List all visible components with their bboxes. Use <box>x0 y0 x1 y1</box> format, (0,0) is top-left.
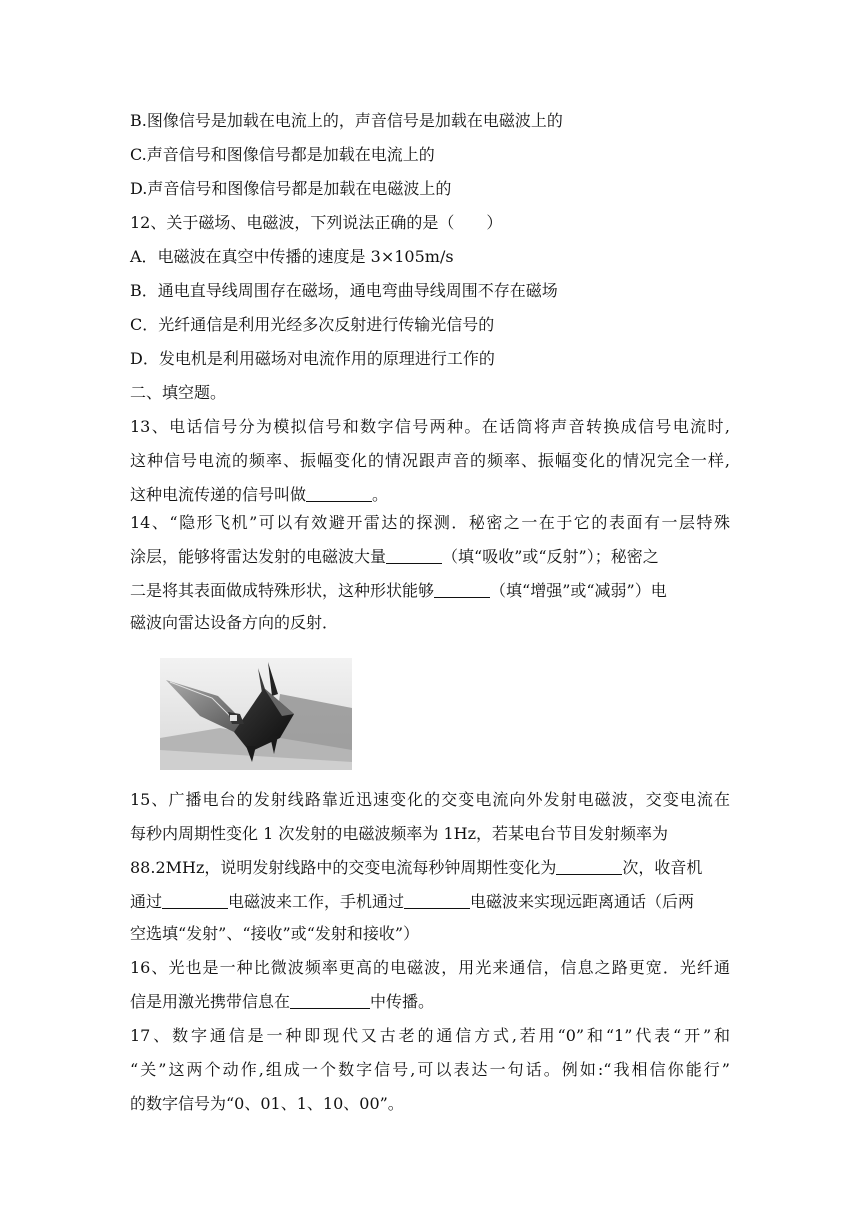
question-15-line-2: 每秒内周期性变化 1 次发射的电磁波频率为 1Hz，若某电台节目发射频率为 <box>130 824 669 843</box>
question-15-line-3 <box>130 858 730 878</box>
question-15-text-after-blank-3: 电磁波来实现远距离通话（后两 <box>470 892 695 911</box>
question-15-text-between-blanks: 电磁波来工作，手机通过 <box>228 892 405 911</box>
answer-blank[interactable] <box>556 860 622 875</box>
question-16-line-1: 16、光也是一种比微波频率更高的电磁波，用光来通信，信息之路更宽．光纤通 <box>130 958 730 977</box>
question-12-stem: 12、关于磁场、电磁波，下列说法正确的是（ ） <box>130 213 503 232</box>
question-16-text-after-blank: 中传播。 <box>370 992 435 1011</box>
option-d-q12: D．发电机是利用磁场对电流作用的原理进行工作的 <box>130 349 495 368</box>
answer-blank[interactable] <box>290 994 370 1009</box>
question-13-line-2: 这种信号电流的频率、振幅变化的情况跟声音的频率、振幅变化的情况完全一样, <box>130 451 730 470</box>
question-13-line-1: 13、电话信号分为模拟信号和数字信号两种。在话筒将声音转换成信号电流时, <box>130 417 730 436</box>
question-14-text-before-blank-1: 涂层，能够将雷达发射的电磁波大量 <box>130 547 387 566</box>
question-14-line-2 <box>130 547 730 567</box>
question-16-line-2 <box>130 992 730 1012</box>
question-15-text-before-blank-1: 88.2MHz，说明发射线路中的交变电流每秒钟周期性变化为 <box>130 858 557 877</box>
option-d-q11: D.声音信号和图像信号都是加载在电磁波上的 <box>130 179 452 198</box>
question-17-line-3: 的数字信号为“0、01、1、10、00”。 <box>130 1094 404 1113</box>
section-heading: 二、填空题。 <box>130 383 227 402</box>
question-14-text-after-blank-1: （填“吸收”或“反射”）；秘密之 <box>442 547 659 566</box>
question-15-line-4 <box>130 892 730 912</box>
question-15-text-before-blank-2: 通过 <box>130 892 163 911</box>
question-14-text-before-blank-2: 二是将其表面做成特殊形状，这种形状能够 <box>130 581 435 600</box>
question-13-line-3 <box>130 485 730 505</box>
option-c-q12: C．光纤通信是利用光经多次反射进行传输光信号的 <box>130 315 495 334</box>
question-15-line-5: 空选填“发射”、“接收”或“发射和接收”） <box>130 924 420 943</box>
option-b-q12: B．通电直导线周围存在磁场，通电弯曲导线周围不存在磁场 <box>130 281 558 300</box>
question-14-text-after-blank-2: （填“增强”或“减弱”）电 <box>490 581 667 600</box>
answer-blank[interactable] <box>386 549 442 564</box>
question-14-line-3 <box>130 581 730 601</box>
question-16-text-before-blank: 信是用激光携带信息在 <box>130 992 291 1011</box>
answer-blank[interactable] <box>434 583 490 598</box>
question-17-line-1: 17、数字通信是一种即现代又古老的通信方式,若用“0”和“1”代表“开”和 <box>130 1026 730 1045</box>
option-b-q11: B.图像信号是加载在电流上的，声音信号是加载在电磁波上的 <box>130 111 563 130</box>
answer-blank[interactable] <box>162 894 228 909</box>
stealth-aircraft-image <box>160 658 352 770</box>
question-13-text-before-blank: 这种电流传递的信号叫做 <box>130 485 307 504</box>
option-a-q12: A．电磁波在真空中传播的速度是 3×105m/s <box>130 247 454 266</box>
question-14-line-4: 磁波向雷达设备方向的反射． <box>130 613 339 632</box>
question-15-line-1: 15、广播电台的发射线路靠近迅速变化的交变电流向外发射电磁波，交变电流在 <box>130 790 730 809</box>
answer-blank[interactable] <box>404 894 470 909</box>
question-14-line-1: 14、“隐形飞机”可以有效避开雷达的探测．秘密之一在于它的表面有一层特殊 <box>130 513 730 532</box>
question-13-text-after-blank: 。 <box>372 485 389 504</box>
answer-blank[interactable] <box>306 487 372 502</box>
option-c-q11: C.声音信号和图像信号都是加载在电流上的 <box>130 145 435 164</box>
question-15-text-after-blank-1: 次，收音机 <box>622 858 703 877</box>
question-17-line-2: “关”这两个动作,组成一个数字信号,可以表达一句话。例如:“我相信你能行” <box>130 1060 730 1079</box>
